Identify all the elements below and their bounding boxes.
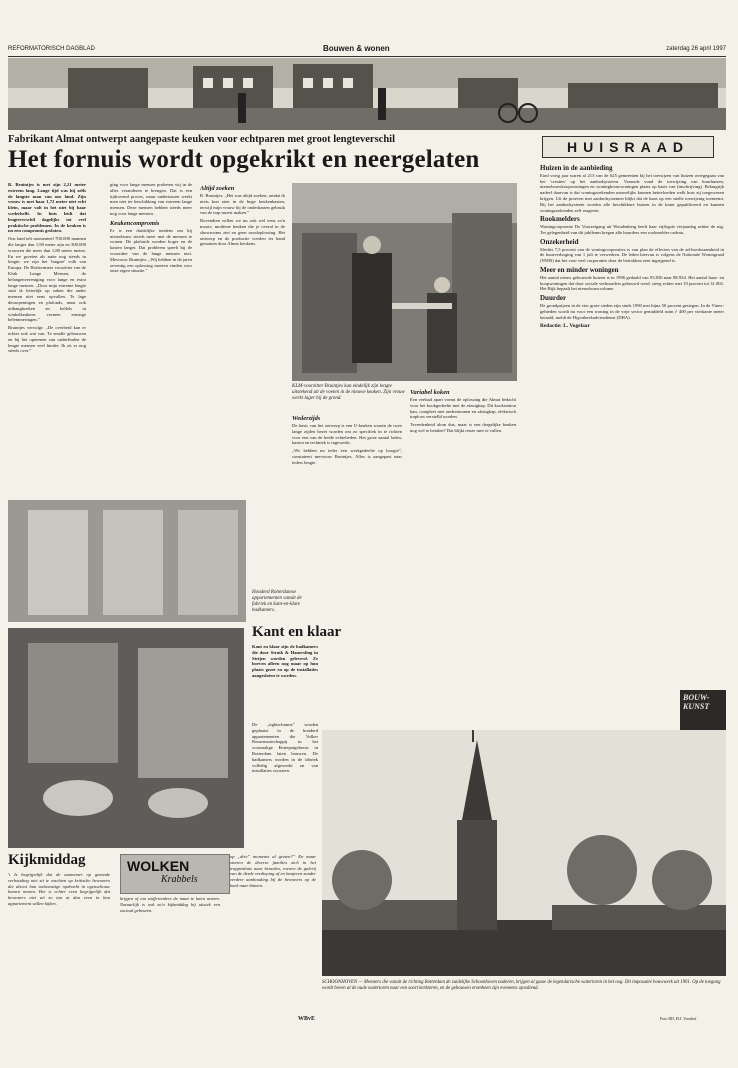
sidebar-title-5: Duurder <box>540 294 567 303</box>
kijkmiddag-headline: Kijkmiddag <box>8 852 86 868</box>
bathroom-photo-caption: Honderd Rotterdamse appartementen vanuit de fabriek en kant-en-klare badkamers. <box>252 590 302 613</box>
article-col-5 <box>410 386 516 436</box>
subhead-keukencompromis: Keukencompromis <box>110 219 160 227</box>
bouwkunst-line2: KUNST <box>683 702 710 711</box>
article-col3-text: R. Bruintjes: „Het was altijd zoeken, omdat ik niets kon zien in de hoge keukenkasten, terwijl mijn vrouw bij de onderkasten gebruik van de trap moest maken.” <box>200 193 285 216</box>
kitchen-photo <box>292 183 517 381</box>
article-col-4 <box>292 412 402 468</box>
wolken-col-a-text: krijgen of om stofferenders de maat te laten nemen. Natuurlijk is ook zo'n kijkmiddag bij uitstek een sociaal gebeuren. <box>120 896 220 913</box>
masthead-rule <box>8 56 726 57</box>
wolken-col-b-text: op „drie” moments al gezien?” En maar storten de diverse families zich in het trappenhuis naar beneden, roeoen de galerij van de derde verdieping af en banjeren zonder verdere aanhouding bij de bewoners op de koek naar binnen. <box>230 854 316 888</box>
article-col1b-text: Bruintjes vervolgt: „De overheid kan er echter ook wat van. Te smalle gebouwen en bij het opnemen van onderlinden de lengte mensen veel hinder. Ik zit er nog steeds over.” <box>8 325 86 354</box>
article-col1-text: Ons land telt momenteel 700.000 mannen die langer dan 1,90 meter zijn en 300.000 vrouwen die meer dan 1,80 meter meten. En we groeien als natie nog steeds in lengte; we zijn het 'langste' volk van Europa. De Hofstermeer voorzitter van de Klub Lange Mensen, de belangenvereniging voor lange en extra lange mensen. „Door mijn extreme lengte stuit ik letterlijk op zaken die ander mensen niet eens opvallen. Te lage deuropeningen en plafonds, maar ook uitbanghoeken en kellels in winkelkeukens vormen ernstige belemmeringen.” <box>8 236 86 323</box>
article-col-3 <box>200 182 285 249</box>
sidebar-text-1: Eind vorig jaar waren al 213 van de 625 gemeenten bij het toewijzen van huizen overgegaan van het 'creaties' op het aanbodsysteem. Vanouds vond de toewijzing van huurhuizen, nieuwbouwkoopwoningen en woningbouwwoningen plaats op basis van (inschrijving). Belangrijk nadeel daarvan is dat woningzoekenden nauwelijks kunnen beïnvloeden welk huis zij toegewezen krijgen. Uit de proeven met aanbodsystemen blijkt dat de kans op een snelle toewijzing toeneemt. Bij het aanbodsysteem worden alle beschikbare huizen in de krant gepubliceerd en kunnen woningzoekenden zelf reageren. <box>540 172 724 213</box>
wolken-logo <box>120 854 230 894</box>
bouwkunst-logo <box>680 690 726 732</box>
sidebar-text-5: De grondprijzen in de vier grote steden zijn sinds 1990 met bijna 50 procent gestegen. In de Vinex-gebieden wordt nu voor een woning in de vrije sector gemiddeld ruim ƒ 400 per vierkante meter betaald, meldt de Hypotheekadviesdienst (DHA). <box>540 302 724 320</box>
article-col2-text: ging voor lange mensen proberen wij in de alles veranderen te brengen. Dat is een tijdrovend proces, maar ondertussen werkt men niet ter beschikking van extreem lange mensen. Deze mensen hebben steeds meer nog voor lange mensen. <box>110 182 192 216</box>
kant-body <box>252 722 318 776</box>
sidebar-title-3: Onzekerheid <box>540 237 579 246</box>
kant-headline: Kant en klaar <box>252 624 342 640</box>
masthead-paper: REFORMATORISCH DAGBLAD <box>8 46 95 52</box>
kijkmiddag-text: 't Is begrijpelijk dat de aannemer op gezonde verhouding niet zit te wachten op kritische bewoners die alsoot hun toekomstige opdracht in ogenschouw komen nemen. Het is echter even begrijpelijk dat bewoners niet uit zo tan at dan even in hun appartement willen kijken. <box>8 872 110 906</box>
wolken-col-a <box>120 896 220 915</box>
church-photo <box>322 730 726 976</box>
article-intro: R. Bruintjes is met zijn 2,21 meter extreem lang. Lange tijd was hij zelfs de langste man van ons land. Zijn vrouw is met haar 1,72 meter niet echt klein, maar valt in het niet bij haar wederhelft. In huis leidt dat lengteverschil dagelijks tot veel praktische problemen. In de keuken is nu een compromis gesloten. <box>8 182 86 234</box>
article-col5-text: Een verbaal apart vormt de oplossing die Almat bedacht voor het kookgedeelte met de afzuigkap. Dit kookstation kan, compleet met ondersteunen en afzuigkap, elektrisch traploos verstelld worden. <box>410 397 516 420</box>
sidebar-title-2: Rookmelders <box>540 215 580 224</box>
sidebar-text-2: Woningcorporatie De Voorzetgang uit Woudenberg heeft haar vijftigste verjaardag achter de rug. Ter gelegenheid van dit jubileum kregen alle huurders een rookmelder cadeau. <box>540 224 724 235</box>
bathroom-photo-bottom <box>8 628 244 848</box>
church-caption: SCHOONHOVEN — Meesters die vanuit de richting Rotterdam de zuidelijke Schoonhoven naderen, krijgen al gauw de legendarische watertoren in het oog. Dit imposante bouwwerk uit 1901. Op de toegang wordt boven al de oude watertoren naar een soort kerktoren, en de gebouwen eromheen zijn eveneens opvallend. <box>322 980 721 991</box>
huisraad-logo: HUISRAAD <box>542 136 714 158</box>
bouwkunst-line1: BOUW- <box>683 693 710 702</box>
bathroom-photo-top <box>8 500 246 622</box>
kant-body-text: De „tightschuims” worden geplaatst in de honderd appartementen die Volker Bouwmaatschappij in het voormalige Entrepotgebouw in Rotterdam laten bouwen. De badkamers worden in de fabriek volledig afgewerkt en van installaties voorzien. <box>252 722 318 774</box>
kant-text <box>252 644 318 681</box>
kant-intro: Kant en klaar zijn de badkamers die door Struik & Hauersling in Strijen worden geleverd. Ze hoeven alleen nog maar op hun plaats gezet en op de installaties aangesloten te worden. <box>252 644 318 678</box>
article-col3b-text: Bovendien willen we nu ook wel eens zo'n mooie, moderne keuken die je overal in de showrooms ziet en geen noodoplossing. Het ontwerp en de productie werden ter hand genomen door Almat keukens. <box>200 218 285 247</box>
subhead-wederzijds: Wederzijds <box>292 415 321 422</box>
sidebar-content <box>540 162 724 330</box>
article-col-1 <box>8 182 86 356</box>
kijkmiddag-body <box>8 872 110 909</box>
wolken-logo-word: WOLKEN <box>127 858 190 874</box>
article-col2b-text: Er is een duidelijke tendens om bij nieuwbouw steeds meer met de mensen te wonen. De plafonds worden hoger en de kasten langer. Dat probleem speelt bij de voorzitter van de lange mensen niet. Mevrouw Bruintjes: „Wij hebben in de jaren zeventig een oplossing moeten vinden voor onze eigen situatie.” <box>110 227 192 274</box>
article-headline: Het fornuis wordt opgekrikt en neergelaten <box>8 146 480 173</box>
kitchen-photo-caption: KLM-voorzitter Bruintjes kan eindelijk zijn lengte uitstekend uit de voeten in de nieuwe keuken. Zijn vrouw werkt lager bij de grond. <box>292 384 405 401</box>
article-kicker: Fabrikant Almat ontwerpt aangepaste keuken voor echtparen met groot lengteverschil <box>8 134 396 145</box>
article-col4-text: De basis van het ontwerp is een U-keuken waarin de twee lange zijden bezet worden om zo specifiek in te richten voor een van de beide echtelieden. Het grote aantal laden, kasten en techniek is ingewerkt. <box>292 423 402 446</box>
wolken-signature: WBvE <box>298 1016 316 1022</box>
masthead-date: zaterdag 26 april 1997 <box>666 46 726 52</box>
sidebar-text-4: Het aantal nieuw gebouwde huizen is in 1996 gedaald van 93.836 naar 88.934. Het aantal huur- en koopwoningen dat door sociale verhuurders gebouwd werd, steeg echter met 10 procent tot 31.002. Het Rijk bepaalt het nieuwbouwvolume. <box>540 274 724 292</box>
article-col4b-text: „We hebben nu ieder een werkgedeelte op hoogte”, constateert mevrouw Bruintjes. Alles is aangepast naar ieders lengte. <box>292 448 402 465</box>
wolken-col-b <box>230 854 316 891</box>
sidebar-credit: Redactie: L. Vogelaar <box>540 323 590 330</box>
article-col-2 <box>110 182 192 276</box>
header-illustration <box>8 58 726 130</box>
sidebar-title-1: Huizen in de aanbieding <box>540 164 613 172</box>
article-col5b-text: Tevredenheid alom dus, maar is een dergelijke keuken nog wel te betalen? Dat blijkt reuze mee te vallen. <box>410 422 516 433</box>
subhead-variabel-koken: Variabel koken <box>410 389 450 396</box>
subhead-altijd-zoeken: Altijd zoeken <box>200 185 235 192</box>
sidebar-text-3: Slechts 7,5 procent van de woningcorporaties is van plan de effecten van de zelfwerkzaamheid in de huurverhoging van 1 juli te verwerken. De leden hiervan is volgens de Nationale Woningraad (NWR) dat het voor veel corporaties door de betrokken zeer ingrijpend is. <box>540 246 724 264</box>
sidebar-title-4: Meer en minder woningen <box>540 265 619 274</box>
wolken-logo-sub: Krabbels <box>161 874 198 885</box>
masthead-section: Bouwen & wonen <box>323 44 390 53</box>
church-photo-credit: Foto RD, H.J. Voorhof <box>660 1016 697 1021</box>
